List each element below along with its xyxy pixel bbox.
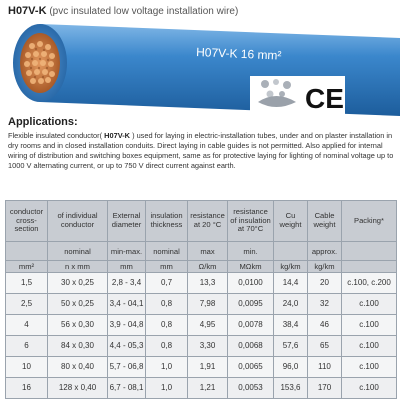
product-subtitle: (pvc insulated low voltage installation wire) [49, 6, 239, 17]
unit-cell [342, 261, 397, 273]
table-cell: c.100, c.200 [342, 273, 397, 294]
header-cell: Cu weight [274, 201, 308, 242]
subheader-cell: min-max. [108, 242, 146, 261]
table-cell: c.100 [342, 357, 397, 378]
table-cell: 50 x 0,25 [48, 294, 108, 315]
table-cell: 1,0 [146, 357, 188, 378]
unit-cell: mm [108, 261, 146, 273]
table-row [6, 378, 397, 399]
header-cell: resistance at 20 °C [188, 201, 228, 242]
table-row [6, 336, 397, 357]
unit-cell: Ω/km [188, 261, 228, 273]
table-cell: 1,5 [6, 273, 48, 294]
table-cell: 1,0 [146, 378, 188, 399]
cable-print-label: H07V-K 16 mm² [195, 45, 282, 63]
table-cell: 30 x 0,25 [48, 273, 108, 294]
certification-badge [250, 76, 345, 116]
ce-mark-icon: CE [305, 83, 344, 114]
table-cell: 16 [6, 378, 48, 399]
applications-code: H07V-K [102, 131, 133, 140]
header-cell: insulation thickness [146, 201, 188, 242]
subheader-cell: approx. [308, 242, 342, 261]
table-cell: 1,91 [188, 357, 228, 378]
subheader-cell: nominal [48, 242, 108, 261]
table-cell: 0,8 [146, 336, 188, 357]
specifications-table-wrap [5, 200, 396, 399]
unit-cell: MΩkm [228, 261, 274, 273]
table-cell: 46 [308, 315, 342, 336]
unit-cell: mm² [6, 261, 48, 273]
table-cell: c.100 [342, 336, 397, 357]
header-cell: conductor cross-section [6, 201, 48, 242]
units-row [6, 261, 397, 273]
table-cell: 0,0065 [228, 357, 274, 378]
cable-product-image [0, 18, 400, 118]
table-cell: 57,6 [274, 336, 308, 357]
table-cell: 3,9 - 04,8 [108, 315, 146, 336]
table-cell: 0,8 [146, 315, 188, 336]
specifications-table [5, 200, 397, 399]
table-cell: 0,0078 [228, 315, 274, 336]
table-cell: 13,3 [188, 273, 228, 294]
page-title [8, 5, 398, 17]
header-row [6, 201, 397, 242]
table-cell: 3,30 [188, 336, 228, 357]
specifications-table-body [6, 273, 397, 399]
header-cell: External diameter [108, 201, 146, 242]
subheader-cell [6, 242, 48, 261]
table-cell: 2,5 [6, 294, 48, 315]
table-cell: 0,8 [146, 294, 188, 315]
applications-title: Applications: [8, 116, 78, 128]
subheader-cell: min. [228, 242, 274, 261]
table-row [6, 315, 397, 336]
table-cell: 10 [6, 357, 48, 378]
header-cell: Cable weight [308, 201, 342, 242]
table-cell: 0,0068 [228, 336, 274, 357]
table-cell: c.100 [342, 378, 397, 399]
table-cell: 5,7 - 06,8 [108, 357, 146, 378]
table-cell: 153,6 [274, 378, 308, 399]
table-cell: 20 [308, 273, 342, 294]
table-cell: 32 [308, 294, 342, 315]
table-cell: 0,0100 [228, 273, 274, 294]
table-cell: 4,4 - 05,3 [108, 336, 146, 357]
table-cell: 38,4 [274, 315, 308, 336]
subheader-cell: nominal [146, 242, 188, 261]
table-cell: 3,4 - 04,1 [108, 294, 146, 315]
subheader-cell [342, 242, 397, 261]
subheader-cell: max [188, 242, 228, 261]
product-code: H07V-K [8, 5, 47, 17]
table-cell: 128 x 0,40 [48, 378, 108, 399]
table-cell: 6,7 - 08,1 [108, 378, 146, 399]
header-cell: resistance of insulation at 70°C [228, 201, 274, 242]
header-cell: Packing* [342, 201, 397, 242]
table-cell: 170 [308, 378, 342, 399]
unit-cell: kg/km [274, 261, 308, 273]
applications-text: Flexible insulated conductor( H07V-K ) used for laying in electric-installation tubes, under and on plaster installation in dry rooms and in closed installation conduits. Direct laying in cable guides is not permitted. Also applied for internal wiring of distribution and switching boxes equipment, same as for protective laying for lighting of nominal voltage up to 1000 V alternating current, or up to 750 V direct current against earth. [8, 131, 394, 170]
table-row [6, 294, 397, 315]
table-cell: 1,21 [188, 378, 228, 399]
table-cell: 56 x 0,30 [48, 315, 108, 336]
subheader-cell [274, 242, 308, 261]
table-cell: 4,95 [188, 315, 228, 336]
unit-cell: n x mm [48, 261, 108, 273]
table-cell: c.100 [342, 294, 397, 315]
unit-cell: mm [146, 261, 188, 273]
table-cell: 6 [6, 336, 48, 357]
table-cell: 96,0 [274, 357, 308, 378]
table-cell: 80 x 0,40 [48, 357, 108, 378]
table-cell: c.100 [342, 315, 397, 336]
table-cell: 65 [308, 336, 342, 357]
table-cell: 0,0053 [228, 378, 274, 399]
table-cell: 24,0 [274, 294, 308, 315]
table-cell: 2,8 - 3,4 [108, 273, 146, 294]
table-cell: 84 x 0,30 [48, 336, 108, 357]
table-cell: 0,0095 [228, 294, 274, 315]
header-cell: of individual conductor [48, 201, 108, 242]
subheader-row [6, 242, 397, 261]
unit-cell: kg/km [308, 261, 342, 273]
table-cell: 7,98 [188, 294, 228, 315]
table-cell: 0,7 [146, 273, 188, 294]
table-cell: 4 [6, 315, 48, 336]
table-row [6, 273, 397, 294]
copper-strands [20, 33, 60, 93]
table-cell: 110 [308, 357, 342, 378]
table-cell: 14,4 [274, 273, 308, 294]
table-row [6, 357, 397, 378]
